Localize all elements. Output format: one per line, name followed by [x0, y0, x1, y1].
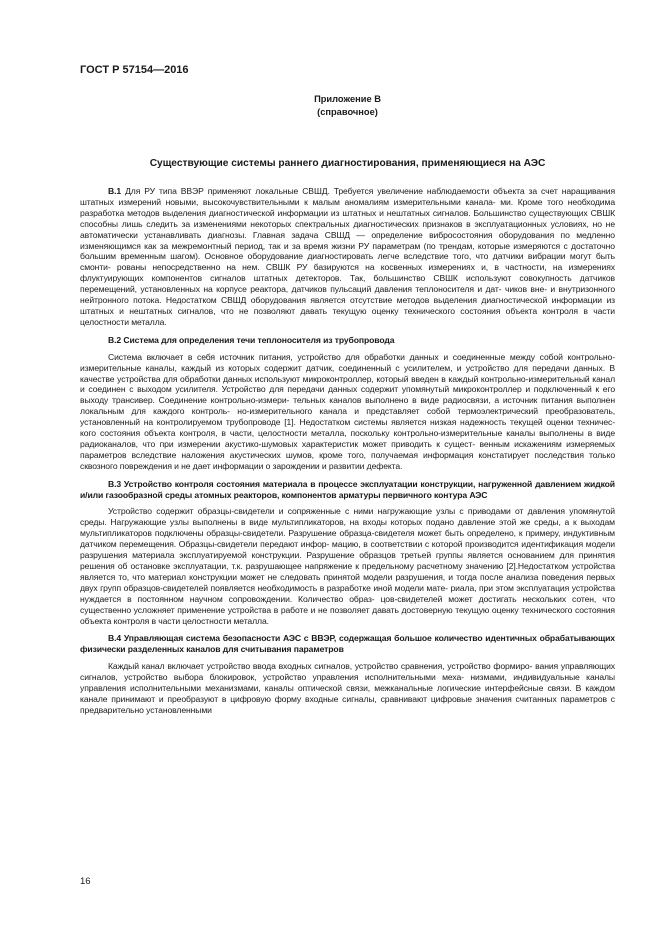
- section-b1-number: В.1: [108, 186, 122, 196]
- section-b4-text: Каждый канал включает устройство ввода входных сигналов, устройство сравнения, устройство формиро- вания управляющих сигналов, устройство выбора блокировок, устройство управления исполнительными меха- низмами, индивидуальные каналы управления исполнительными механизмами, каналы оптической связи, межканальные логические интерфейсные связи. В каждом канале принимают и преобразуют в цифровую форму входные сигналы, сравнивают цифровые значения считанных параметров с предварительно установленными: [80, 661, 615, 715]
- document-body: [80, 186, 615, 716]
- annex-heading: [80, 93, 615, 119]
- annex-title: Приложение В: [314, 94, 381, 104]
- document-title: Существующие системы раннего диагностирования, применяющиеся на АЭС: [149, 158, 546, 169]
- section-b2-text: Система включает в себя источник питания, устройство для обработки данных и соединенные между собой контрольно-измерительные каналы, каждый из которых содержит датчик, соединенный с усилителем, и устройство для передачи данных. В качестве устройства для обработки данных используют микроконтроллер, который введен в каждый контрольно-измерительный канал и соединен с выходом усилителя. Устройство для передачи данных содержит упомянутый микроконтроллер и подключенный к его выходу трансивер. Соединение контрольно-измери- тельных каналов выполнено в виде радиосвязи, а источник питания выполнен локальным для каждого контроль- но-измерительного канала и представляет собой термоэлектрический преобразователь, установленный на контролируемом трубопроводе [1]. Недостатком системы является низкая надежность текущей оценки техничес- кого состояния объекта контроля, в части, целостности металла, поскольку контрольно-измерительные каналы выполнены в виде радиоканалов, что при измерении акустико-шумовых характеристик может приводить к сущест- венным искажениям измеряемых параметров вследствие наложения акустических шумов, кроме того, получаемая информация констатирует последствия только сквозного повреждения и не дает информации о зарождении и развитии дефекта.: [80, 351, 615, 471]
- section-b2-heading: В.2 Система для определения течи теплоносителя из трубопровода: [108, 334, 395, 345]
- page-number: 16: [80, 876, 91, 887]
- section-b1-text: Для РУ типа ВВЭР применяют локальные СВШД. Требуется увеличение наблюдаемости объекта за счет наращивания штатных измерений новыми, высокочувствительными к малым аномалиям измерительными канала- ми. Кроме того необходима разработка методов выделения диагностической информации из штатных и нештатных сигналов. Большинство существующих СВШК способны лишь следить за изменениями некоторых спектральных диагностических признаков в эксплуатационных условиях, но не автоматически устанавливать диагнозы. Главная задача СВШД — определение вибросостояния оборудования по медленно изменяющимся как за межремонтный период, так и за время жизни РУ параметрам (по трендам, которые измеряются с достаточно большим временным шагом). Основное оборудование диагностировать легче вследствие того, что датчики вибрации могут быть смонти- рованы непосредственно на нем. СВШК РУ базируются на косвенных измерениях и, в частности, на измерениях флуктуирующих компонентов сигналов штатных детекторов. Так, большинство СВШК используют совокупность датчиков перемещений, установленных на корпусе реактора, датчиков пульсаций давления теплоносителя и дат- чиков вне- и внутризонного нейтронного потока. Недостатком СВШД оборудования является отсутствие методов выделения диагностической информации из штатных и нештатных сигналов, что не позволяют давать текущую оценку технического состояния объекта контроля в части целостности металла.: [80, 186, 615, 327]
- section-b1: [80, 186, 615, 328]
- section-b4-heading: В.4 Управляющая система безопасности АЭС с ВВЭР, содержащая большое количество идентичных обрабатывающих физически разделенных каналов для считывания параметров: [80, 633, 615, 655]
- annex-subtitle: (справочное): [317, 107, 378, 117]
- section-b3-text: Устройство содержит образцы-свидетели и сопряженные с ними нагружающие узлы с приводами от давления упомянутой среды. Нагружающие узлы выполнены в виде мультипликаторов, на входы которых подано давление этой же среды, а к выходам мультипликаторов подключены образцы-свидетели. Разрушение образца-свидетеля может быть определено, к примеру, индуктивным датчиком перемещения. Образцы-свидетели передают инфор- мацию, в соответствии с которой производится идентификация модели разрушения материала эксплуатируемой конструкции. Разрушение образцов третьей группы является основанием для принятия решения об остановке эксплуатации, т.к. разрушающее напряжение к предельному расчетному значению [2].Недостатком устройства является то, что материал конструкции может не следовать принятой модели разрушения, и тогда после анализа поведения первых двух групп образцов-свидетелей появляется необходимость в разработке иной модели мате- риала, при этом эксплуатация устройства нуждается в постоянном научном сопровождении. Количество образ- цов-свидетелей может достигать нескольких сотен, что существенно усложняет применение устройства в работе и не позволяет давать достоверную текущую оценку технического состояния объекта контроля в части целостности металла.: [80, 506, 615, 626]
- standard-number: ГОСТ Р 57154—2016: [80, 64, 189, 76]
- section-b3-heading: В.3 Устройство контроля состояния материала в процессе эксплуатации конструкции, нагруженной давлением жидкой и/или газообразной среды атомных реакторов, компонентов арматуры первичного контура АЭС: [80, 478, 615, 500]
